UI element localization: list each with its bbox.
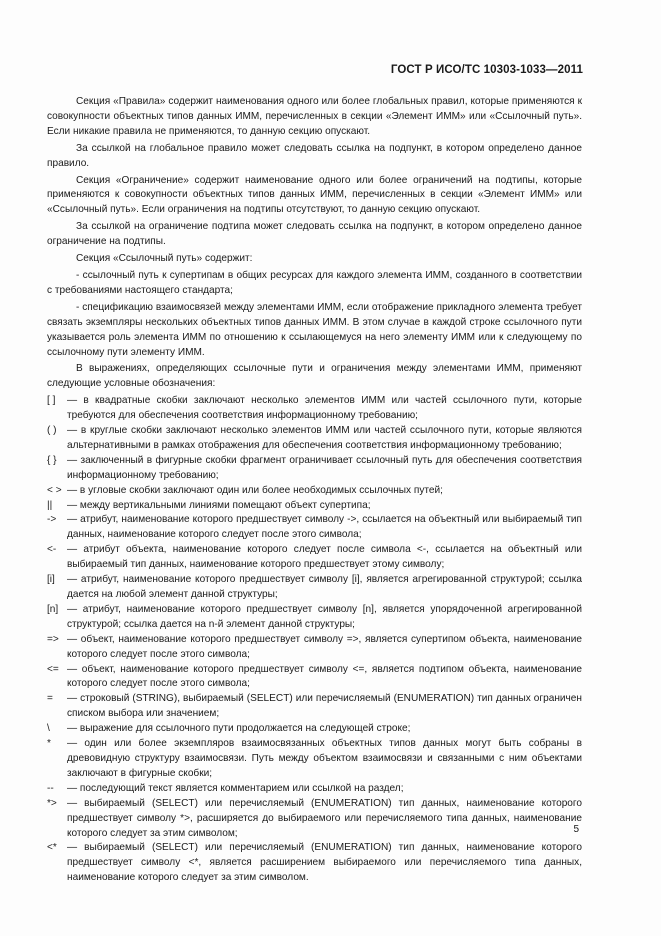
definition-symbol: < > — [47, 484, 62, 496]
definition-symbol: <- — [47, 544, 57, 556]
definition-symbol: || — [47, 499, 53, 511]
definition-symbol: { } — [47, 454, 57, 466]
definition-row — [47, 454, 582, 484]
definition-text: — объект, наименование которого предшествует символу <=, является подтипом объекта, наименование которого следует после этого символа; — [67, 663, 582, 690]
definition-row — [47, 513, 582, 543]
notation-definitions — [47, 394, 582, 886]
definition-text: — выбираемый (SELECT) или перечисляемый (ENUMERATION) тип данных, наименование которого предшествует символу *>, расширяется до выбираемого или перечисляемого типа данных, наименование которого следует за этим символом; — [67, 797, 582, 839]
definition-text: — строковый (STRING), выбираемый (SELECT) или перечисляемый (ENUMERATION) тип данных ограничен списком выбора или значением; — [67, 693, 582, 720]
definition-symbol: <* — [47, 842, 57, 854]
definition-row — [47, 737, 582, 782]
paragraph: За ссылкой на ограничение подтипа может следовать ссылка на подпункт, в котором определено данное ограничение на подтипы. — [47, 221, 582, 248]
definition-text: — в круглые скобки заключают несколько элементов ИММ или частей ссылочного пути, которые являются альтернативными в рамках отображения для обеспечения соответствия информационному требованию; — [67, 425, 582, 451]
document-header: ГОСТ Р ИСО/ТС 10303-1033—2011 — [390, 64, 583, 76]
definition-row — [47, 484, 582, 499]
paragraph: Секция «Правила» содержит наименования одного или более глобальных правил, которые применяются к совокупности объектных типов данных ИММ, перечисленных в секции «Элемент ИММ» или «Ссылочный путь». Если никакие правила не применяются, то данную секцию опускают. — [47, 96, 582, 137]
document-body — [47, 95, 582, 886]
definition-text: — выбираемый (SELECT) или перечисляемый (ENUMERATION) тип данных, наименование которого предшествует символу <*, является расширением выбираемого или перечисляемого типа данных, наименование которого следует за этим символом. — [67, 842, 582, 884]
definition-symbol: -> — [47, 514, 57, 526]
definition-text: — атрибут объекта, наименование которого следует после символа <-, ссылается на объектный или выбираемый тип данных, наименование которого предшествует этому символу; — [67, 544, 582, 571]
definition-text: — атрибут, наименование которого предшествует символу ->, ссылается на объектный или выбираемый тип данных, наименование которого следует после этого символа; — [67, 514, 582, 541]
paragraph: За ссылкой на глобальное правило может следовать ссылка на подпункт, в котором определено данное правило. — [47, 142, 582, 169]
definition-row — [47, 692, 582, 722]
definition-symbol: ( ) — [47, 425, 57, 437]
definition-row — [47, 573, 582, 603]
definition-text: — последующий текст является комментарием или ссылкой на раздел; — [67, 782, 404, 794]
definition-text: — выражение для ссылочного пути продолжается на следующей строке; — [67, 723, 411, 735]
definition-row — [47, 841, 582, 886]
definition-text: — объект, наименование которого предшествует символу =>, является супертипом объекта, наименование которого следует после этого символа; — [67, 633, 582, 660]
definition-row — [47, 722, 582, 737]
definition-symbol: <= — [47, 663, 59, 675]
paragraph: Секция «Ограничение» содержит наименование одного или более ограничений на подтипы, которые применяются к совокупности объектных типов данных ИММ, перечисленных в секции «Элемент ИММ» или «Ссылочный путь». Если ограничения на подтипы отсутствуют, то данную секцию опускают. — [47, 174, 582, 216]
definition-row — [47, 543, 582, 573]
page-number: 5 — [573, 824, 579, 835]
definition-symbol: * — [47, 738, 51, 750]
definition-row — [47, 797, 582, 842]
definition-row — [47, 499, 582, 514]
definition-row — [47, 603, 582, 633]
definition-text: — в угловые скобки заключают один или более необходимых ссылочных путей; — [67, 484, 443, 496]
definition-row — [47, 663, 582, 693]
definition-symbol: \ — [47, 723, 50, 735]
definition-text: — в квадратные скобки заключают несколько элементов ИММ или частей ссылочного пути, которые требуются для обеспечения соответствия информационному требованию; — [67, 395, 582, 422]
definition-text: — атрибут, наименование которого предшествует символу [i], является агрегированной структурой; ссылка дается на любой элемент данной структуры; — [67, 574, 582, 600]
definition-text: — один или более экземпляров взаимосвязанных объектных типов данных могут быть собраны в древовидную структуру взаимосвязи. Путь между объектом взаимосвязи и связанными с ним объектами заключают в фигурные скобки; — [67, 738, 582, 779]
definition-row — [47, 394, 582, 424]
list-item: - ссылочный путь к супертипам в общих ресурсах для каждого элемента ИММ, созданного в соответствии с требованиями настоящего стандарта; — [47, 269, 582, 296]
paragraph: Секция «Ссылочный путь» содержит: — [76, 253, 253, 265]
definition-symbol: -- — [47, 782, 54, 794]
definition-symbol: [i] — [47, 574, 55, 586]
paragraph: В выражениях, определяющих ссылочные пути и ограничения между элементами ИММ, применяют следующие условные обозначения: — [47, 363, 582, 390]
definition-text: — между вертикальными линиями помещают объект супертипа; — [67, 499, 371, 511]
definition-symbol: [n] — [47, 603, 59, 615]
list-item: - спецификацию взаимосвязей между элементами ИММ, если отображение прикладного элемента требует связать экземпляры нескольких объектных типов данных ИММ. В этом случае в каждой строке ссылочного пути указывается роль элемента ИММ по отношению к ссылающемуся на него элементу ИММ или к следующему по ссылочному пути элементу ИММ. — [47, 301, 582, 358]
definition-symbol: *> — [47, 797, 57, 809]
definition-symbol: => — [47, 633, 59, 645]
definition-text: — заключенный в фигурные скобки фрагмент ограничивает ссылочный путь для обеспечения соответствия информационному требованию; — [67, 454, 582, 481]
definition-row — [47, 424, 582, 454]
definition-symbol: = — [47, 693, 53, 705]
definition-text: — атрибут, наименование которого предшествует символу [n], является упорядоченной агрегированной структурой; ссылка дается на n-й элемент данной структуры; — [67, 603, 582, 630]
definition-row — [47, 633, 582, 663]
definition-symbol: [ ] — [47, 395, 56, 407]
definition-row — [47, 782, 582, 797]
